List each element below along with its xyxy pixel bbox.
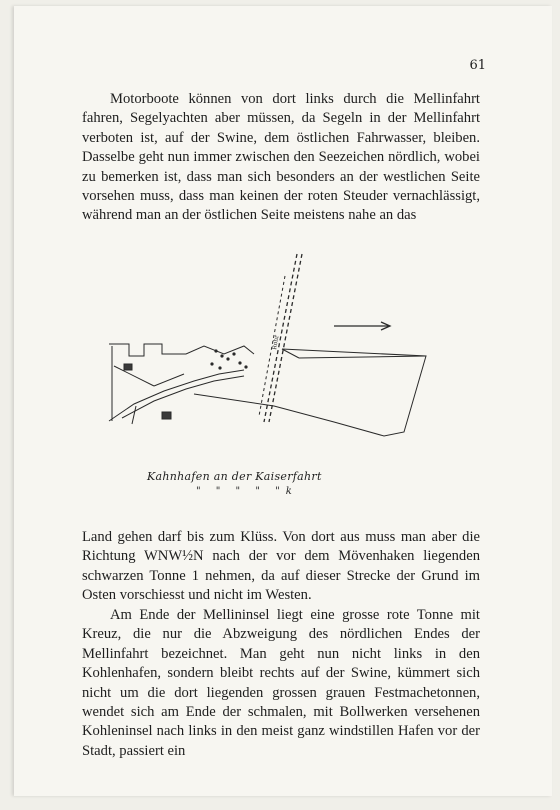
figure-caption: Kahnhafen an der Kaiserfahrt xyxy=(147,470,322,483)
figure-scale: " " " " "k xyxy=(196,486,298,497)
page-number: 61 xyxy=(469,58,486,73)
paragraph-1: Motorboote können von dort links durch die Mellinfahrt fahren, Segelyachten aber müssen, da Segeln in der Mellinfahrt verboten ist, auf der Swine, dem östlichen Fahrwasser, bleiben. Dasselbe geht nun immer zwischen den Seezeichen nördlich, wobei zu bemerken ist, dass man sich besonders an der westlichen Seite vorsehen muss, dass man keinen der roten Steuder vernachlässigt, während man an der östlichen Seite meistens nahe an das xyxy=(82,91,480,224)
paragraph-2: Land gehen darf bis zum Klüss. Von dort aus muss man aber die Richtung WNW½N nach der vor dem Mövenhaken liegenden schwarzen Tonne 1 nehmen, da auf dieser Strecke der Grund im Osten vorschiesst und nicht im Westen. xyxy=(82,529,480,604)
harbor-sketch-map xyxy=(94,246,444,506)
svg-text:Rohr: Rohr xyxy=(271,334,281,351)
paragraph-3: Am Ende der Mellininsel liegt eine grosse rote Tonne mit Kreuz, die nur die Abzweigung des nördlichen Endes der Mellinfahrt bezeichnet. Man geht nun nicht links in den Kohlenhafen, sondern bleibt rechts auf der Swine, kümmert sich nicht um die dort liegenden grossen grauen Festmachetonnen, wendet sich am Ende der schmalen, mit Bollwerken versehenen Kohleninsel nach links in den meist ganz windstillen Hafen vor der Stadt, passiert ein xyxy=(82,607,480,759)
book-page xyxy=(14,6,552,796)
